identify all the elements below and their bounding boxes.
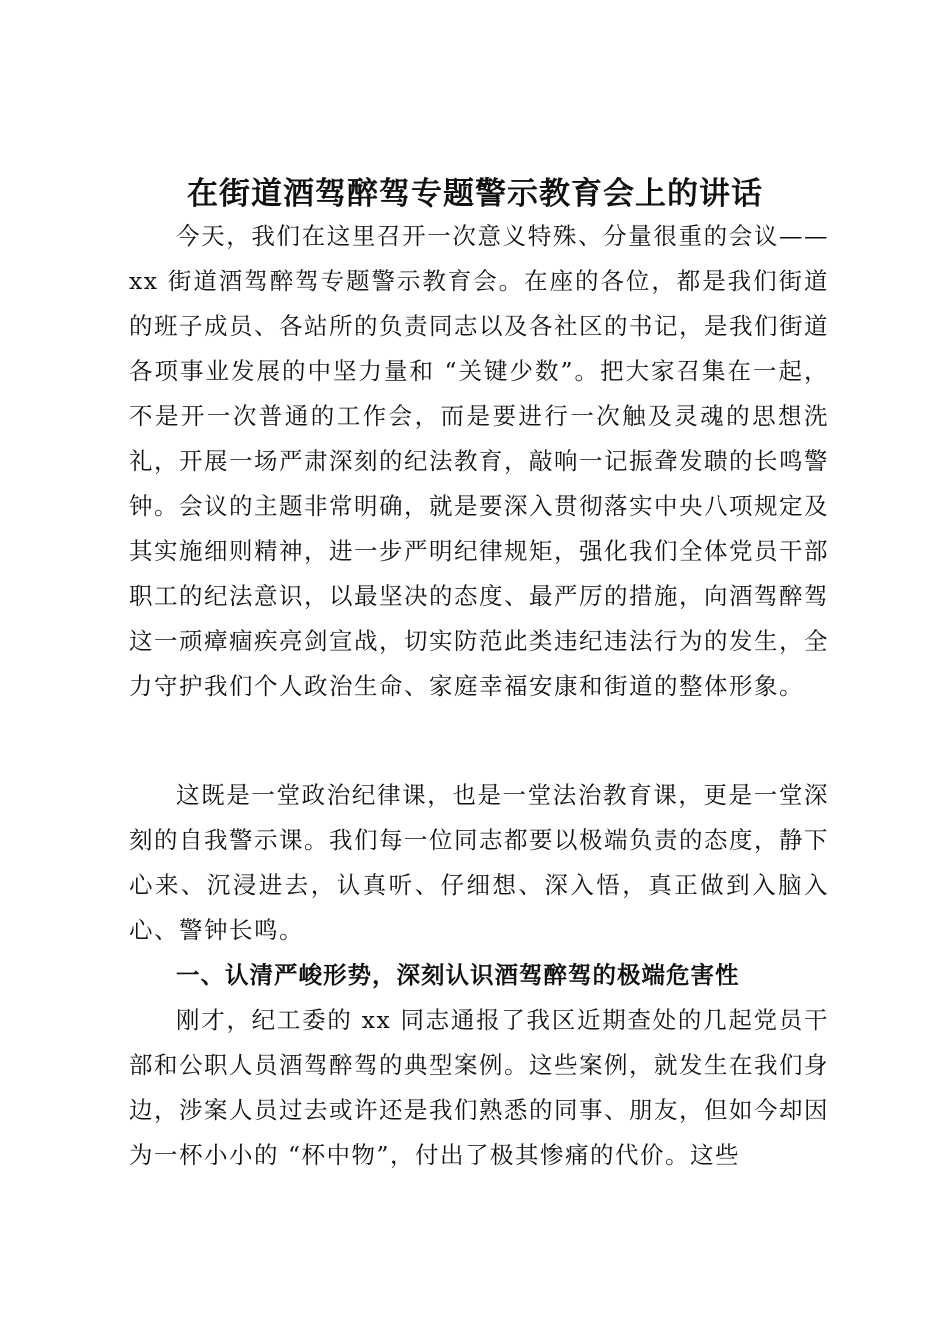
paragraph-purpose: 这既是一堂政治纪律课，也是一堂法治教育课，更是一堂深刻的自我警示课。我们每一位同志都要以极端负责的态度，静下心来、沉浸进去，认真听、仔细想、深入悟，真正做到入脑入心、警钟长鸣。 [129, 781, 829, 944]
paragraph-cases: 刚才，纪工委的 xx 同志通报了我区近期查处的几起党员干部和公职人员酒驾醉驾的典型案例。这些案例，就发生在我们身边，涉案人员过去或许还是我们熟悉的同事、朋友，但如今却因为一杯小小的 “杯中物”，付出了极其惨痛的代价。这些 [129, 1006, 829, 1169]
section-heading-1: 一、认清严峻形势，深刻认识酒驾醉驾的极端危害性 [176, 961, 740, 989]
document-title: 在街道酒驾醉驾专题警示教育会上的讲话 [187, 176, 763, 212]
paragraph-opening: 今天，我们在这里召开一次意义特殊、分量很重的会议——xx 街道酒驾醉驾专题警示教育会。在座的各位，都是我们街道的班子成员、各站所的负责同志以及各社区的书记，是我们街道各项事业发展的中坚力量和 “关键少数”。把大家召集在一起，不是开一次普通的工作会，而是要进行一次触及灵魂的思想洗礼，开展一场严肃深刻的纪法教育，敲响一记振聋发聩的长鸣警钟。会议的主题非常明确，就是要深入贯彻落实中央八项规定及其实施细则精神，进一步严明纪律规矩，强化我们全体党员干部职工的纪法意识，以最坚决的态度、最严厉的措施，向酒驾醉驾这一顽瘴痼疾亮剑宣战，切实防范此类违纪违法行为的发生，全力守护我们个人政治生命、家庭幸福安康和街道的整体形象。 [129, 222, 829, 700]
